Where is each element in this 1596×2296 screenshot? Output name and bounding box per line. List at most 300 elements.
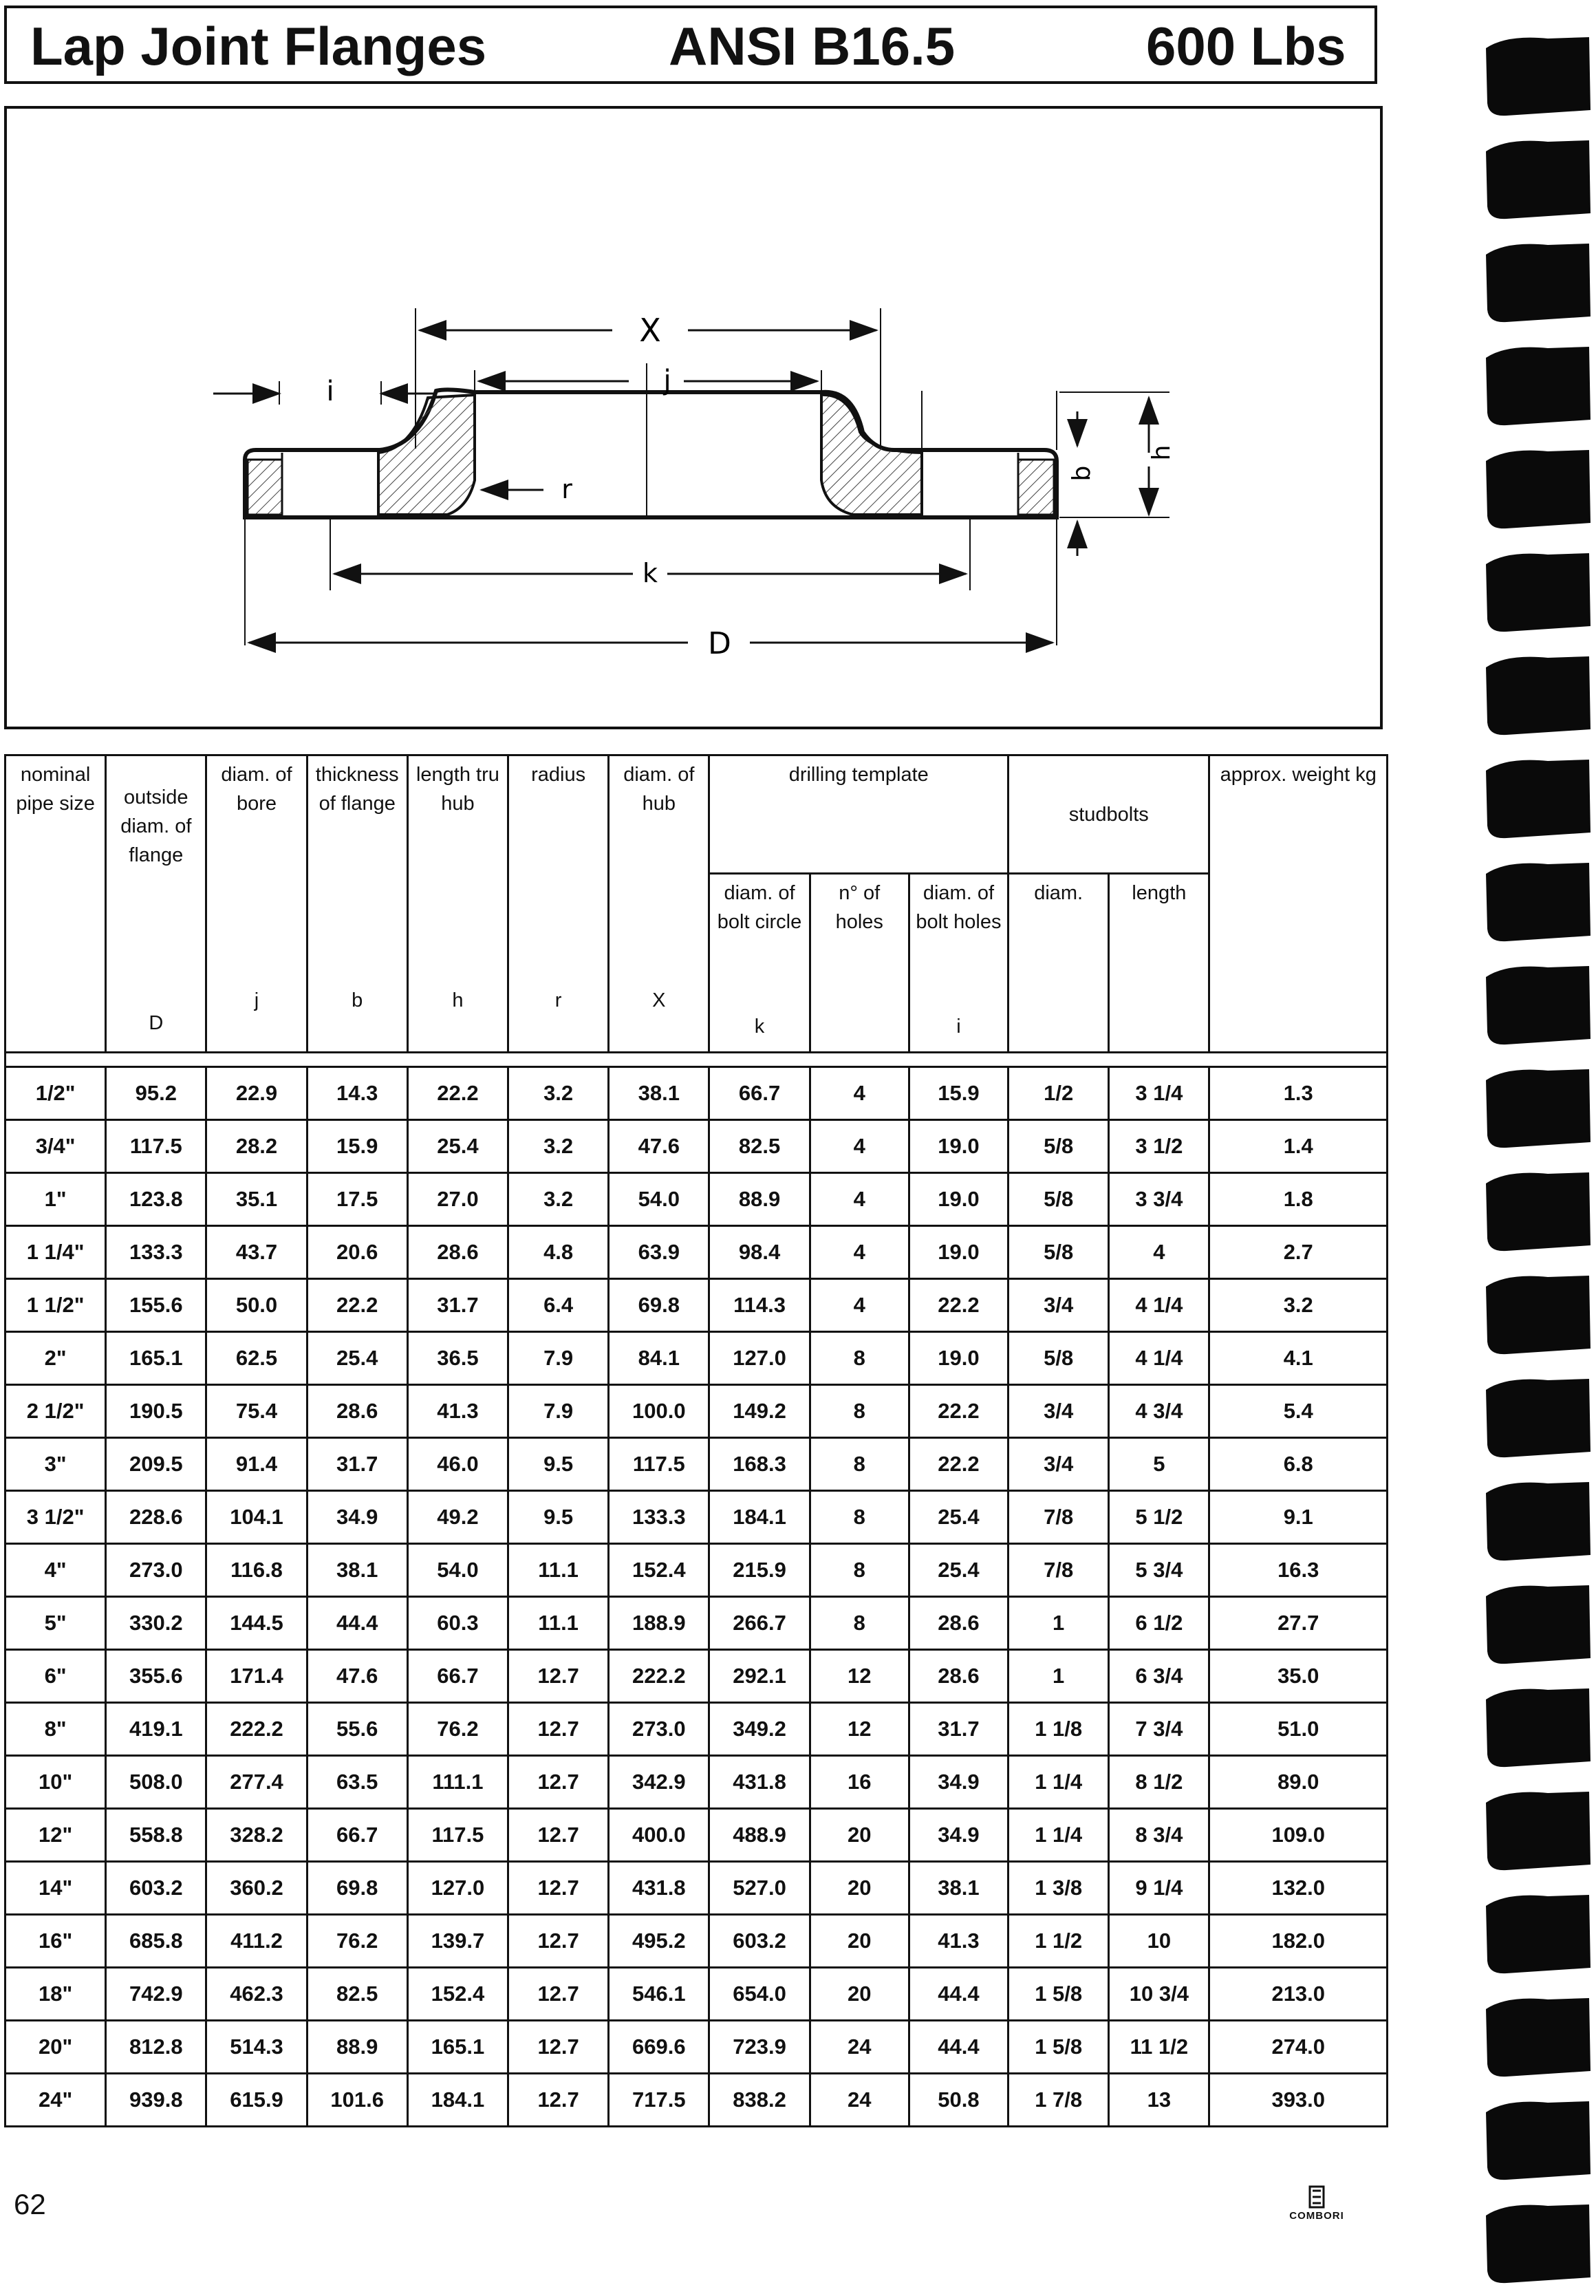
cell-weight: 1.8 [1209,1173,1388,1226]
table-row [6,1385,1388,1438]
cell-bolt-circle: 98.4 [709,1226,810,1279]
thumb-tab [1486,863,1590,941]
cell-stud-diam: 1 5/8 [1009,2021,1109,2074]
cell-bolt-circle: 488.9 [709,1809,810,1862]
cell-stud-diam: 7/8 [1009,1491,1109,1544]
cell-radius: 4.8 [508,1226,609,1279]
cell-bolt-circle: 603.2 [709,1915,810,1968]
cell-bore: 104.1 [206,1491,307,1544]
cell-thickness: 38.1 [307,1544,407,1597]
cell-length: 152.4 [407,1968,508,2021]
cell-stud-diam: 1 1/4 [1009,1809,1109,1862]
symbol-r: r [554,989,562,1011]
cell-stud-diam: 1 1/4 [1009,1756,1109,1809]
thumb-tab [1486,656,1590,735]
cell-outside: 209.5 [106,1438,206,1491]
thumb-tab [1486,140,1590,219]
cell-thickness: 47.6 [307,1650,407,1703]
cell-bolt-circle: 168.3 [709,1438,810,1491]
table-row [6,1915,1388,1968]
cell-bolt-holes: 44.4 [909,2021,1008,2074]
cell-bore: 91.4 [206,1438,307,1491]
cell-weight: 1.3 [1209,1067,1388,1120]
label-i: i [326,376,334,407]
left-section [248,460,282,515]
cell-nominal: 5" [6,1597,106,1650]
page-number: 62 [14,2188,46,2220]
cell-outside: 273.0 [106,1544,206,1597]
cell-holes: 20 [810,1862,909,1915]
cell-holes: 4 [810,1067,909,1120]
cell-stud-length: 9 1/4 [1109,1862,1209,1915]
cell-nominal: 10" [6,1756,106,1809]
cell-bolt-holes: 44.4 [909,1968,1008,2021]
cell-stud-diam: 7/8 [1009,1544,1109,1597]
flange-diagram [4,106,1383,729]
cell-outside: 155.6 [106,1279,206,1332]
cell-thickness: 66.7 [307,1809,407,1862]
cell-bore: 615.9 [206,2074,307,2127]
cell-stud-diam: 1 1/8 [1009,1703,1109,1756]
thumb-tab [1486,450,1590,528]
header-thickness: thickness of flange b [307,755,407,1053]
cell-holes: 20 [810,1968,909,2021]
cell-nominal: 4" [6,1544,106,1597]
cell-bore: 28.2 [206,1120,307,1173]
cell-bore: 22.9 [206,1067,307,1120]
label-j: j [663,365,671,396]
cell-nominal: 1 1/2" [6,1279,106,1332]
cell-hub: 117.5 [609,1438,709,1491]
cell-nominal: 14" [6,1862,106,1915]
thumb-tab [1486,1585,1590,1664]
cell-holes: 4 [810,1226,909,1279]
cell-holes: 4 [810,1173,909,1226]
cell-length: 31.7 [407,1279,508,1332]
cell-radius: 9.5 [508,1438,609,1491]
thumb-tab [1486,553,1590,632]
cell-hub: 47.6 [609,1120,709,1173]
cell-hub: 222.2 [609,1650,709,1703]
cell-stud-length: 3 1/2 [1109,1120,1209,1173]
cell-hub: 400.0 [609,1809,709,1862]
cell-nominal: 3 1/2" [6,1491,106,1544]
cell-holes: 8 [810,1438,909,1491]
cell-thickness: 63.5 [307,1756,407,1809]
cell-length: 111.1 [407,1756,508,1809]
cell-hub: 38.1 [609,1067,709,1120]
cell-bolt-holes: 28.6 [909,1597,1008,1650]
cell-bolt-holes: 28.6 [909,1650,1008,1703]
cell-stud-length: 5 1/2 [1109,1491,1209,1544]
cell-length: 49.2 [407,1491,508,1544]
cell-stud-length: 4 1/4 [1109,1279,1209,1332]
cell-bolt-holes: 31.7 [909,1703,1008,1756]
cell-bolt-holes: 15.9 [909,1067,1008,1120]
cell-radius: 12.7 [508,1809,609,1862]
right-hub-section [821,395,922,515]
cell-bolt-circle: 723.9 [709,2021,810,2074]
cell-bore: 277.4 [206,1756,307,1809]
cell-bolt-holes: 22.2 [909,1438,1008,1491]
header-hub-diam: diam. of hub X [609,755,709,1053]
label-k: k [642,558,658,588]
symbol-h: h [452,989,464,1011]
cell-hub: 152.4 [609,1544,709,1597]
cell-weight: 51.0 [1209,1703,1388,1756]
cell-weight: 1.4 [1209,1120,1388,1173]
header-bore-diam: diam. of bore j [206,755,307,1053]
cell-bore: 514.3 [206,2021,307,2074]
label-h: h [1147,444,1176,461]
cell-stud-diam: 1 [1009,1597,1109,1650]
cell-holes: 16 [810,1756,909,1809]
cell-outside: 95.2 [106,1067,206,1120]
cell-hub: 84.1 [609,1332,709,1385]
cell-stud-diam: 5/8 [1009,1120,1109,1173]
cell-thickness: 76.2 [307,1915,407,1968]
logo-mark-icon [1275,2185,1358,2213]
cell-length: 28.6 [407,1226,508,1279]
label-D: D [708,626,731,661]
symbol-X: X [652,989,666,1011]
cell-thickness: 55.6 [307,1703,407,1756]
cell-radius: 12.7 [508,2074,609,2127]
cell-bore: 360.2 [206,1862,307,1915]
cell-outside: 603.2 [106,1862,206,1915]
cell-bore: 328.2 [206,1809,307,1862]
cell-outside: 165.1 [106,1332,206,1385]
symbol-j: j [254,989,259,1011]
cell-thickness: 69.8 [307,1862,407,1915]
cell-outside: 685.8 [106,1915,206,1968]
thumb-tab [1486,1998,1590,2077]
thumb-tab [1486,2204,1590,2283]
cell-weight: 5.4 [1209,1385,1388,1438]
cell-stud-length: 3 3/4 [1109,1173,1209,1226]
cell-bolt-holes: 25.4 [909,1491,1008,1544]
combori-logo [1275,2185,1358,2227]
table-row [6,1438,1388,1491]
cell-thickness: 20.6 [307,1226,407,1279]
cell-bolt-holes: 50.8 [909,2074,1008,2127]
table-row [6,1067,1388,1120]
cell-bolt-circle: 82.5 [709,1120,810,1173]
cell-length: 27.0 [407,1173,508,1226]
cell-hub: 63.9 [609,1226,709,1279]
cell-holes: 24 [810,2021,909,2074]
cell-thickness: 25.4 [307,1332,407,1385]
cell-hub: 54.0 [609,1173,709,1226]
cell-weight: 3.2 [1209,1279,1388,1332]
cell-bolt-holes: 34.9 [909,1809,1008,1862]
cell-nominal: 3/4" [6,1120,106,1173]
cell-holes: 20 [810,1809,909,1862]
flange-drawing [7,109,1385,732]
cell-bore: 171.4 [206,1650,307,1703]
cell-nominal: 1/2" [6,1067,106,1120]
table-row [6,1173,1388,1226]
table-row [6,1809,1388,1862]
cell-radius: 12.7 [508,1862,609,1915]
cell-stud-length: 4 [1109,1226,1209,1279]
cell-radius: 7.9 [508,1385,609,1438]
symbol-k: k [754,1016,765,1038]
table-row [6,1332,1388,1385]
cell-stud-length: 6 3/4 [1109,1650,1209,1703]
cell-outside: 508.0 [106,1756,206,1809]
cell-thickness: 88.9 [307,2021,407,2074]
left-hub-section [378,395,475,515]
cell-thickness: 101.6 [307,2074,407,2127]
cell-stud-diam: 1 3/8 [1009,1862,1109,1915]
header-radius: radius r [508,755,609,1053]
header-weight: approx. weight kg [1209,755,1388,1053]
cell-radius: 12.7 [508,1756,609,1809]
table-row [6,2021,1388,2074]
page-title: Lap Joint Flanges [30,16,487,76]
header-studbolts: studbolts [1009,755,1209,874]
cell-hub: 188.9 [609,1597,709,1650]
cell-bolt-holes: 34.9 [909,1756,1008,1809]
cell-outside: 812.8 [106,2021,206,2074]
cell-radius: 12.7 [508,1650,609,1703]
table-row [6,1650,1388,1703]
cell-bore: 50.0 [206,1279,307,1332]
cell-bolt-holes: 19.0 [909,1332,1008,1385]
header-bolt-circle: diam. of bolt circle k [709,874,810,1053]
thumb-tabs-graphic [1479,0,1596,2293]
cell-weight: 89.0 [1209,1756,1388,1809]
thumb-index-tabs [1479,0,1596,2293]
header-stud-diam: diam. [1009,874,1109,1053]
cell-radius: 6.4 [508,1279,609,1332]
cell-length: 165.1 [407,2021,508,2074]
cell-stud-diam: 3/4 [1009,1279,1109,1332]
cell-length: 46.0 [407,1438,508,1491]
right-section [1018,460,1054,515]
cell-weight: 4.1 [1209,1332,1388,1385]
cell-weight: 9.1 [1209,1491,1388,1544]
cell-radius: 9.5 [508,1491,609,1544]
cell-bolt-circle: 654.0 [709,1968,810,2021]
cell-holes: 12 [810,1703,909,1756]
cell-holes: 12 [810,1650,909,1703]
cell-outside: 228.6 [106,1491,206,1544]
cell-stud-diam: 3/4 [1009,1385,1109,1438]
table-row [6,1544,1388,1597]
cell-holes: 24 [810,2074,909,2127]
cell-thickness: 82.5 [307,1968,407,2021]
cell-nominal: 18" [6,1968,106,2021]
cell-weight: 182.0 [1209,1915,1388,1968]
cell-weight: 132.0 [1209,1862,1388,1915]
cell-radius: 7.9 [508,1332,609,1385]
cell-bolt-holes: 41.3 [909,1915,1008,1968]
cell-stud-length: 4 3/4 [1109,1385,1209,1438]
table-row [6,1226,1388,1279]
cell-bolt-circle: 527.0 [709,1862,810,1915]
cell-outside: 419.1 [106,1703,206,1756]
cell-stud-length: 10 [1109,1915,1209,1968]
thumb-tab [1486,760,1590,838]
cell-bolt-holes: 19.0 [909,1226,1008,1279]
cell-outside: 939.8 [106,2074,206,2127]
cell-stud-diam: 5/8 [1009,1332,1109,1385]
header-nominal-size: nominal pipe size [6,755,106,1053]
cell-outside: 117.5 [106,1120,206,1173]
cell-nominal: 1 1/4" [6,1226,106,1279]
cell-length: 41.3 [407,1385,508,1438]
thumb-tab [1486,347,1590,425]
header-num-holes: n° of holes [810,874,909,1053]
logo-text: COMBORI [1289,2210,1344,2222]
table-row [6,1491,1388,1544]
header-length-hub: length tru hub h [407,755,508,1053]
thumb-tab [1486,1276,1590,1354]
cell-bolt-circle: 66.7 [709,1067,810,1120]
thumb-tab [1486,966,1590,1044]
cell-thickness: 34.9 [307,1491,407,1544]
header-outside-diam: outside diam. of flange D [106,755,206,1053]
cell-radius: 3.2 [508,1120,609,1173]
header-bolt-holes: diam. of bolt holes i [909,874,1008,1053]
cell-bore: 43.7 [206,1226,307,1279]
cell-bore: 35.1 [206,1173,307,1226]
cell-nominal: 6" [6,1650,106,1703]
label-b: b [1068,465,1096,482]
cell-outside: 558.8 [106,1809,206,1862]
cell-weight: 393.0 [1209,2074,1388,2127]
cell-stud-length: 10 3/4 [1109,1968,1209,2021]
cell-nominal: 2" [6,1332,106,1385]
cell-nominal: 24" [6,2074,106,2127]
cell-stud-length: 8 3/4 [1109,1809,1209,1862]
cell-nominal: 3" [6,1438,106,1491]
table-row [6,1279,1388,1332]
cell-stud-length: 4 1/4 [1109,1332,1209,1385]
cell-weight: 27.7 [1209,1597,1388,1650]
thumb-tab [1486,1895,1590,1973]
cell-stud-diam: 1 [1009,1650,1109,1703]
cell-thickness: 44.4 [307,1597,407,1650]
cell-length: 25.4 [407,1120,508,1173]
cell-radius: 11.1 [508,1597,609,1650]
table-row [6,1120,1388,1173]
cell-holes: 8 [810,1385,909,1438]
cell-radius: 12.7 [508,2021,609,2074]
label-X: X [639,312,661,349]
thumb-tab [1486,1792,1590,1870]
cell-bolt-circle: 149.2 [709,1385,810,1438]
cell-bolt-circle: 114.3 [709,1279,810,1332]
cell-length: 127.0 [407,1862,508,1915]
cell-bolt-circle: 215.9 [709,1544,810,1597]
cell-thickness: 14.3 [307,1067,407,1120]
cell-holes: 4 [810,1279,909,1332]
cell-length: 36.5 [407,1332,508,1385]
table-row [6,1756,1388,1809]
cell-stud-diam: 1/2 [1009,1067,1109,1120]
table-row [6,1968,1388,2021]
cell-radius: 12.7 [508,1703,609,1756]
cell-bolt-circle: 431.8 [709,1756,810,1809]
symbol-D: D [149,1012,164,1034]
cell-nominal: 8" [6,1703,106,1756]
thumb-tab [1486,1069,1590,1148]
cell-nominal: 12" [6,1809,106,1862]
cell-radius: 12.7 [508,1915,609,1968]
cell-bore: 462.3 [206,1968,307,2021]
cell-bolt-holes: 38.1 [909,1862,1008,1915]
cell-stud-diam: 5/8 [1009,1226,1109,1279]
standard-label: ANSI B16.5 [669,16,956,76]
cell-radius: 12.7 [508,1968,609,2021]
label-r: r [561,474,572,504]
thumb-tab [1486,2101,1590,2180]
table-row [6,2074,1388,2127]
cell-length: 54.0 [407,1544,508,1597]
cell-bolt-holes: 22.2 [909,1385,1008,1438]
cell-stud-length: 3 1/4 [1109,1067,1209,1120]
cell-length: 184.1 [407,2074,508,2127]
cell-thickness: 22.2 [307,1279,407,1332]
cell-holes: 20 [810,1915,909,1968]
cell-bolt-circle: 292.1 [709,1650,810,1703]
cell-outside: 330.2 [106,1597,206,1650]
cell-radius: 11.1 [508,1544,609,1597]
cell-length: 22.2 [407,1067,508,1120]
cell-holes: 8 [810,1544,909,1597]
cell-bolt-holes: 22.2 [909,1279,1008,1332]
cell-length: 76.2 [407,1703,508,1756]
cell-stud-diam: 3/4 [1009,1438,1109,1491]
cell-length: 117.5 [407,1809,508,1862]
cell-stud-length: 8 1/2 [1109,1756,1209,1809]
cell-hub: 69.8 [609,1279,709,1332]
cell-nominal: 2 1/2" [6,1385,106,1438]
cell-holes: 8 [810,1597,909,1650]
cell-outside: 742.9 [106,1968,206,2021]
cell-weight: 6.8 [1209,1438,1388,1491]
title-bar [4,6,1377,84]
cell-stud-diam: 1 7/8 [1009,2074,1109,2127]
cell-stud-length: 7 3/4 [1109,1703,1209,1756]
cell-outside: 123.8 [106,1173,206,1226]
cell-bore: 62.5 [206,1332,307,1385]
cell-bolt-circle: 266.7 [709,1597,810,1650]
cell-hub: 273.0 [609,1703,709,1756]
cell-outside: 133.3 [106,1226,206,1279]
cell-nominal: 20" [6,2021,106,2074]
cell-length: 66.7 [407,1650,508,1703]
cell-thickness: 31.7 [307,1438,407,1491]
cell-outside: 355.6 [106,1650,206,1703]
flange-outline [245,389,1057,517]
cell-length: 139.7 [407,1915,508,1968]
cell-bore: 144.5 [206,1597,307,1650]
cell-radius: 3.2 [508,1067,609,1120]
cell-bolt-holes: 19.0 [909,1173,1008,1226]
header-drilling-template: drilling template [709,755,1009,874]
cell-thickness: 15.9 [307,1120,407,1173]
cell-weight: 35.0 [1209,1650,1388,1703]
pressure-class-label: 600 Lbs [1146,16,1346,76]
cell-bore: 116.8 [206,1544,307,1597]
cell-hub: 133.3 [609,1491,709,1544]
cell-length: 60.3 [407,1597,508,1650]
cell-weight: 2.7 [1209,1226,1388,1279]
